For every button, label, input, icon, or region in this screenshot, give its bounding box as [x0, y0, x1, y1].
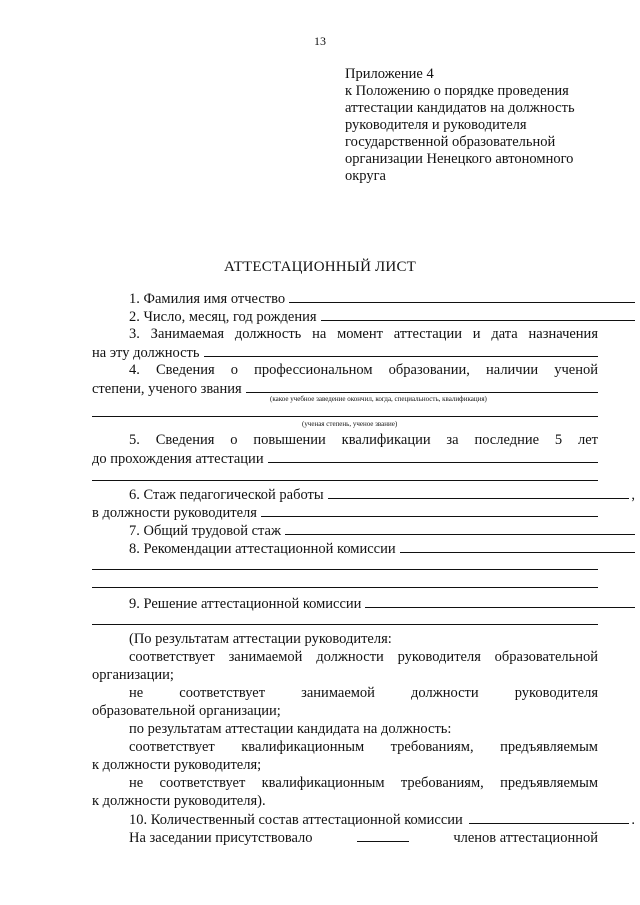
field-label: 2. Число, месяц, год рождения: [129, 309, 317, 325]
blank-line[interactable]: [469, 809, 630, 824]
blank-line[interactable]: [285, 520, 635, 535]
field-education: [92, 360, 598, 380]
field-label: в должности руководителя: [92, 505, 257, 521]
result-text: [92, 773, 598, 793]
result-line: организации;: [92, 667, 174, 683]
field-label: 8. Рекомендации аттестационной комиссии: [129, 541, 396, 557]
field-teaching-experience: [92, 484, 635, 504]
result-text: [92, 683, 598, 703]
punctuation: .: [631, 812, 635, 828]
blank-line[interactable]: [92, 480, 598, 481]
punctuation: ,: [631, 487, 635, 503]
result-text: [92, 629, 635, 649]
appendix-line: округа: [345, 168, 386, 184]
result-text: [92, 665, 598, 685]
appendix-line: организации Ненецкого автономного: [345, 151, 574, 167]
result-line: по результатам аттестации кандидата на должность:: [129, 721, 452, 737]
result-line: соответствует квалификационным требованиям, предъявляемым: [129, 739, 598, 755]
field-recommendations: [92, 538, 635, 558]
field-label: 5. Сведения о повышении квалификации за последние 5 лет: [129, 432, 598, 448]
blank-line[interactable]: [92, 569, 598, 570]
appendix-line: Приложение 4: [345, 66, 434, 82]
blank-line[interactable]: [92, 416, 598, 417]
blank-line[interactable]: [365, 593, 635, 608]
result-line: к должности руководителя;: [92, 757, 262, 773]
field-label: 1. Фамилия имя отчество: [129, 291, 286, 307]
result-text: [92, 719, 635, 739]
field-label: на эту должность: [92, 345, 200, 361]
field-label: 7. Общий трудовой стаж: [129, 523, 281, 539]
result-line: не соответствует занимаемой должности руководителя: [129, 685, 598, 701]
result-text: [92, 755, 598, 775]
result-text: [92, 647, 598, 667]
blank-line[interactable]: [92, 587, 598, 588]
result-line: к должности руководителя).: [92, 793, 266, 809]
blank-line[interactable]: [321, 306, 635, 321]
field-label: членов аттестационной: [453, 830, 598, 846]
appendix-line: государственной образовательной: [345, 134, 556, 150]
blank-line[interactable]: [92, 624, 598, 625]
blank-line[interactable]: [261, 502, 598, 517]
appendix-line: руководителя и руководителя: [345, 117, 527, 133]
result-line: соответствует занимаемой должности руководителя образовательной: [129, 649, 598, 665]
appendix-line: аттестации кандидатов на должность: [345, 100, 575, 116]
field-label: 10. Количественный состав аттестационной комиссии: [129, 812, 463, 828]
result-line: (По результатам аттестации руководителя:: [129, 631, 392, 647]
field-total-experience: [92, 520, 635, 540]
result-text: [92, 791, 598, 811]
field-qualification-cont: [92, 448, 598, 468]
caption-education: (какое учебное заведение окончил, когда, специальность, квалификация): [270, 395, 487, 403]
blank-line[interactable]: [204, 342, 598, 357]
appendix-header: [345, 66, 615, 185]
field-attendance: [92, 827, 598, 847]
appendix-line: к Положению о порядке проведения: [345, 83, 569, 99]
result-line: не соответствует квалификационным требованиям, предъявляемым: [129, 775, 598, 791]
result-text: [92, 701, 598, 721]
field-label: 9. Решение аттестационной комиссии: [129, 596, 362, 612]
field-commission-size: [92, 809, 635, 829]
field-position: [92, 324, 598, 344]
field-position-cont: [92, 342, 598, 362]
field-qualification: [92, 430, 598, 450]
field-label: до прохождения аттестации: [92, 451, 264, 467]
blank-line[interactable]: [357, 827, 409, 842]
field-manager-experience: [92, 502, 598, 522]
document-title: АТТЕСТАЦИОННЫЙ ЛИСТ: [223, 259, 417, 275]
caption-degree: (ученая степень, ученое звание): [302, 420, 398, 428]
field-birth-date: [92, 306, 635, 326]
result-line: образовательной организации;: [92, 703, 281, 719]
page-number: 13: [314, 34, 326, 48]
blank-line[interactable]: [328, 484, 630, 499]
field-label: 6. Стаж педагогической работы: [129, 487, 324, 503]
field-decision: [92, 593, 635, 613]
blank-line[interactable]: [400, 538, 635, 553]
blank-line[interactable]: [268, 448, 598, 463]
result-text: [92, 737, 598, 757]
field-full-name: [92, 288, 635, 308]
field-label: На заседании присутствовало: [129, 830, 313, 846]
field-label: степени, ученого звания: [92, 381, 242, 397]
blank-line[interactable]: [289, 288, 635, 303]
field-label: 3. Занимаемая должность на момент аттестации и дата назначения: [129, 326, 598, 342]
field-label: 4. Сведения о профессиональном образовании, наличии ученой: [129, 362, 598, 378]
blank-line[interactable]: [246, 378, 598, 393]
